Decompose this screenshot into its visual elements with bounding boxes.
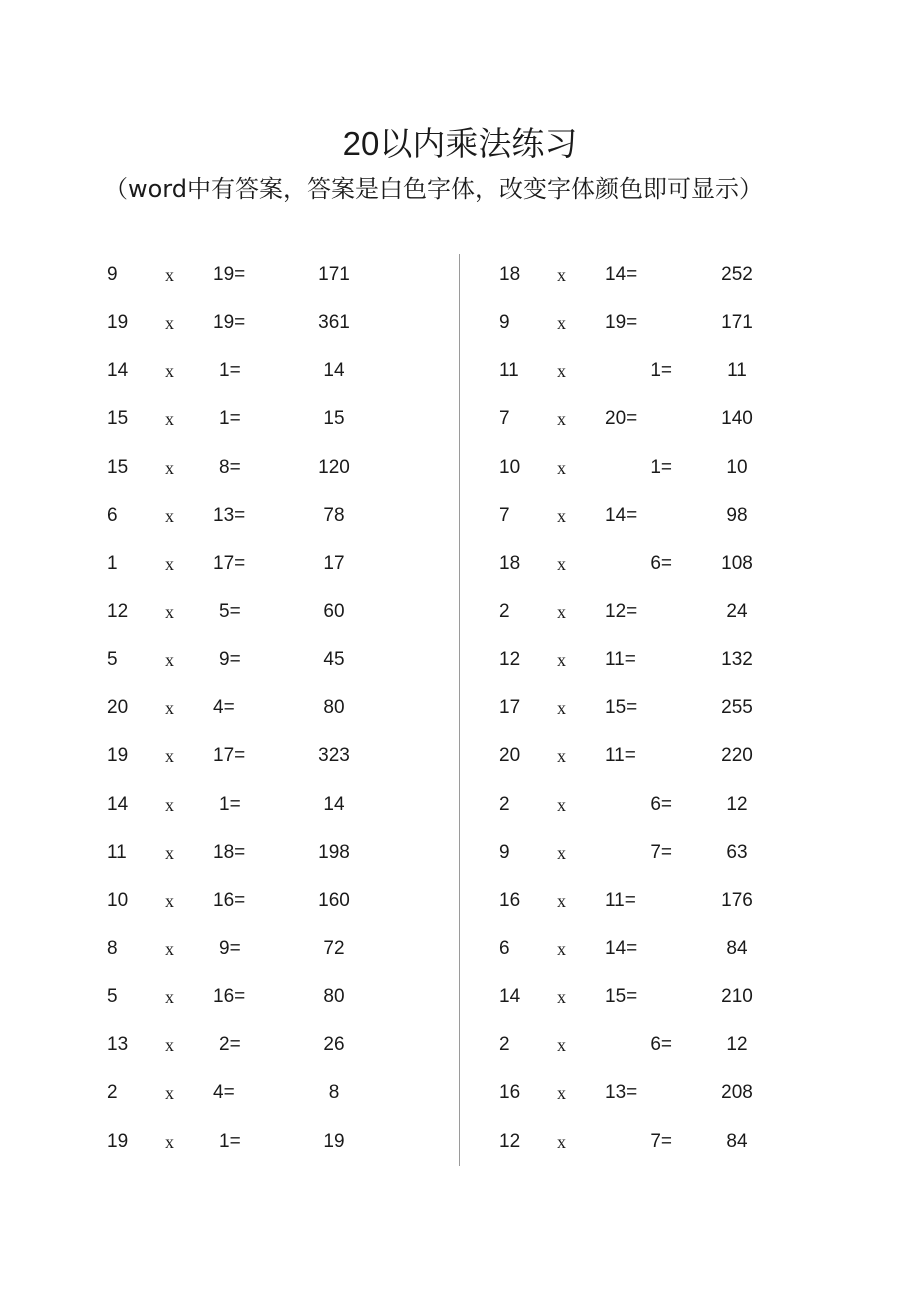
answer: 63	[726, 841, 748, 863]
problem-row	[499, 829, 859, 877]
multiplicand: 12	[499, 1130, 521, 1152]
right-problem-column	[499, 251, 859, 1166]
multiplicand: 7	[499, 408, 510, 430]
multiply-sign: x	[557, 1131, 566, 1152]
multiplier-equals: 11=	[605, 649, 636, 671]
multiply-sign: x	[165, 409, 174, 430]
multiply-sign: x	[165, 698, 174, 719]
multiplier-equals: 11=	[605, 745, 636, 767]
instructions-note: （word中有答案，答案是白色字体，改变字体颜色即可显示）	[104, 175, 763, 203]
multiplicand: 6	[107, 504, 118, 526]
multiplicand: 9	[499, 312, 510, 334]
answer: 12	[726, 793, 748, 815]
multiplier-equals: 14=	[605, 264, 638, 285]
multiplier-equals: 16=	[213, 986, 246, 1008]
multiplicand: 14	[499, 986, 521, 1008]
problem-row	[499, 251, 859, 299]
multiplier-equals: 15=	[605, 986, 638, 1008]
answer: 11	[727, 360, 747, 382]
multiplicand: 20	[107, 697, 129, 719]
multiplier-equals: 1=	[219, 793, 241, 815]
multiply-sign: x	[165, 265, 174, 285]
multiplier-equals: 9=	[219, 649, 241, 671]
multiply-sign: x	[557, 409, 566, 430]
multiplicand: 16	[499, 1082, 521, 1104]
multiply-sign: x	[557, 650, 566, 671]
multiplier-equals: 12=	[605, 600, 638, 622]
multiplier-equals: 19=	[605, 312, 638, 334]
answer: 208	[721, 1082, 753, 1104]
answer: 198	[318, 841, 350, 863]
problem-row	[107, 492, 467, 540]
left-problem-column	[107, 251, 467, 1166]
answer: 140	[721, 408, 753, 430]
answer: 255	[721, 697, 753, 719]
multiplier-equals: 1=	[219, 408, 241, 430]
problem-row	[107, 781, 467, 829]
answer: 120	[318, 456, 350, 478]
problem-row	[499, 925, 859, 973]
answer: 252	[721, 264, 753, 285]
multiplier-equals: 7=	[650, 1130, 672, 1152]
answer: 80	[323, 986, 345, 1008]
problem-row	[499, 877, 859, 925]
multiplicand: 12	[107, 600, 129, 622]
multiplier-equals: 17=	[213, 552, 246, 574]
problem-row	[107, 684, 467, 732]
answer: 17	[323, 552, 345, 574]
multiplier-equals: 14=	[605, 504, 638, 526]
problem-row	[107, 444, 467, 492]
multiplicand: 12	[499, 649, 521, 671]
answer: 78	[323, 504, 345, 526]
problem-row	[107, 636, 467, 684]
problem-row	[107, 395, 467, 443]
multiplicand: 19	[107, 312, 129, 334]
multiply-sign: x	[557, 890, 566, 911]
problem-row	[107, 299, 467, 347]
problem-row	[107, 347, 467, 395]
answer: 45	[323, 649, 345, 671]
multiplicand: 10	[499, 456, 521, 478]
multiply-sign: x	[557, 746, 566, 767]
problem-row	[499, 1021, 859, 1069]
multiplicand: 18	[499, 264, 521, 285]
problem-row	[499, 444, 859, 492]
multiplier-equals: 13=	[605, 1082, 638, 1104]
multiplicand: 11	[499, 360, 519, 382]
multiplier-equals: 1=	[219, 1130, 241, 1152]
multiplicand: 9	[107, 264, 118, 285]
problem-row	[107, 925, 467, 973]
multiply-sign: x	[165, 987, 174, 1008]
answer: 171	[318, 264, 350, 285]
problem-row	[499, 299, 859, 347]
multiplicand: 8	[107, 937, 118, 959]
multiplicand: 9	[499, 841, 510, 863]
answer: 171	[721, 312, 753, 334]
multiplicand: 18	[499, 552, 521, 574]
multiplier-equals: 15=	[605, 697, 638, 719]
multiply-sign: x	[557, 457, 566, 478]
problem-row	[107, 588, 467, 636]
answer: 15	[323, 408, 345, 430]
multiply-sign: x	[557, 553, 566, 574]
multiplier-equals: 4=	[213, 1082, 235, 1104]
multiplicand: 7	[499, 504, 510, 526]
problem-row	[107, 732, 467, 780]
problem-row	[107, 1118, 467, 1166]
multiplier-equals: 14=	[605, 937, 638, 959]
answer: 220	[721, 745, 753, 767]
multiply-sign: x	[557, 601, 566, 622]
problem-row	[499, 540, 859, 588]
multiply-sign: x	[165, 505, 174, 526]
multiply-sign: x	[557, 794, 566, 815]
multiplier-equals: 2=	[219, 1034, 241, 1056]
multiplicand: 14	[107, 793, 129, 815]
multiply-sign: x	[557, 987, 566, 1008]
multiplicand: 1	[107, 552, 118, 574]
problem-row	[499, 395, 859, 443]
multiply-sign: x	[165, 1083, 174, 1104]
multiplicand: 10	[107, 889, 129, 911]
answer: 10	[726, 456, 748, 478]
multiplier-equals: 1=	[650, 456, 672, 478]
answer: 19	[323, 1130, 345, 1152]
multiply-sign: x	[165, 794, 174, 815]
answer: 176	[721, 889, 753, 911]
problem-row	[499, 781, 859, 829]
problem-row	[107, 829, 467, 877]
problem-row	[499, 1069, 859, 1117]
multiplier-equals: 7=	[650, 841, 672, 863]
problem-row	[107, 540, 467, 588]
page-title: 20以内乘法练习	[342, 125, 578, 162]
multiply-sign: x	[165, 313, 174, 334]
answer: 84	[726, 1130, 748, 1152]
multiply-sign: x	[557, 1035, 566, 1056]
answer: 323	[318, 745, 350, 767]
multiplier-equals: 5=	[219, 600, 241, 622]
multiply-sign: x	[557, 698, 566, 719]
multiplicand: 5	[107, 986, 118, 1008]
answer: 8	[328, 1082, 340, 1104]
multiply-sign: x	[557, 265, 566, 285]
multiplier-equals: 17=	[213, 745, 246, 767]
problem-row	[107, 877, 467, 925]
answer: 108	[721, 552, 753, 574]
answer: 160	[318, 889, 350, 911]
multiplier-equals: 1=	[219, 360, 241, 382]
multiplicand: 15	[107, 456, 129, 478]
answer: 72	[323, 937, 345, 959]
multiply-sign: x	[165, 746, 174, 767]
multiply-sign: x	[557, 842, 566, 863]
multiplier-equals: 11=	[605, 889, 636, 911]
multiplier-equals: 19=	[213, 264, 246, 285]
multiplicand: 2	[499, 600, 510, 622]
problem-row	[499, 492, 859, 540]
multiplicand: 17	[499, 697, 521, 719]
multiply-sign: x	[557, 505, 566, 526]
multiplicand: 15	[107, 408, 129, 430]
problem-row	[499, 636, 859, 684]
multiplier-equals: 6=	[650, 1034, 672, 1056]
multiplicand: 19	[107, 745, 129, 767]
multiply-sign: x	[165, 457, 174, 478]
multiplier-equals: 8=	[219, 456, 241, 478]
problem-row	[499, 732, 859, 780]
multiplicand: 5	[107, 649, 118, 671]
multiplicand: 13	[107, 1034, 129, 1056]
multiply-sign: x	[557, 938, 566, 959]
problem-row	[107, 1069, 467, 1117]
multiply-sign: x	[165, 890, 174, 911]
multiplier-equals: 6=	[650, 552, 672, 574]
multiply-sign: x	[165, 650, 174, 671]
multiplicand: 2	[107, 1082, 118, 1104]
answer: 98	[726, 504, 748, 526]
multiplier-equals: 19=	[213, 312, 246, 334]
multiplier-equals: 4=	[213, 697, 235, 719]
multiplier-equals: 16=	[213, 889, 246, 911]
answer: 24	[726, 600, 748, 622]
multiplicand: 20	[499, 745, 521, 767]
problem-row	[499, 588, 859, 636]
multiplicand: 19	[107, 1130, 129, 1152]
answer: 210	[721, 986, 753, 1008]
multiplicand: 2	[499, 793, 510, 815]
multiply-sign: x	[165, 842, 174, 863]
multiply-sign: x	[165, 938, 174, 959]
multiplier-equals: 13=	[213, 504, 246, 526]
multiply-sign: x	[165, 553, 174, 574]
multiply-sign: x	[557, 361, 566, 382]
multiply-sign: x	[165, 1131, 174, 1152]
multiplier-equals: 20=	[605, 408, 638, 430]
multiply-sign: x	[165, 1035, 174, 1056]
problem-row	[107, 1021, 467, 1069]
multiplicand: 14	[107, 360, 129, 382]
multiplier-equals: 18=	[213, 841, 246, 863]
answer: 26	[323, 1034, 345, 1056]
answer: 60	[323, 600, 345, 622]
multiply-sign: x	[165, 361, 174, 382]
multiplier-equals: 1=	[650, 360, 672, 382]
problem-row	[107, 973, 467, 1021]
answer: 14	[323, 360, 345, 382]
multiplicand: 16	[499, 889, 521, 911]
problem-row	[499, 347, 859, 395]
multiplicand: 2	[499, 1034, 510, 1056]
answer: 361	[318, 312, 350, 334]
multiply-sign: x	[557, 1083, 566, 1104]
problem-row	[107, 251, 467, 299]
multiplier-equals: 9=	[219, 937, 241, 959]
answer: 84	[726, 937, 748, 959]
multiply-sign: x	[165, 601, 174, 622]
problem-row	[499, 973, 859, 1021]
multiply-sign: x	[557, 313, 566, 334]
multiplicand: 11	[107, 841, 127, 863]
answer: 80	[323, 697, 345, 719]
multiplicand: 6	[499, 937, 510, 959]
multiplier-equals: 6=	[650, 793, 672, 815]
answer: 132	[721, 649, 753, 671]
problem-row	[499, 684, 859, 732]
answer: 14	[323, 793, 345, 815]
answer: 12	[726, 1034, 748, 1056]
problem-row	[499, 1118, 859, 1166]
